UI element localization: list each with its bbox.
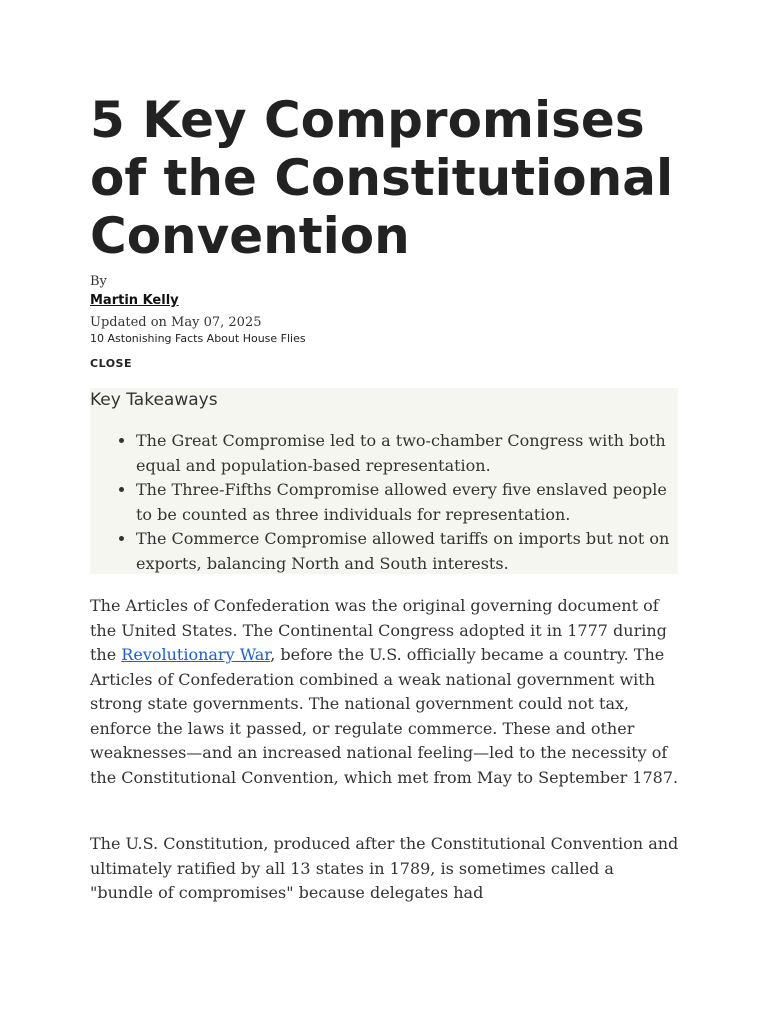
paragraph-text: The Articles of Confederation was the original governing document of the United States. The Continental Congress adopted it in 1777 during the (90, 596, 667, 664)
body-paragraph (90, 594, 680, 790)
related-article-title: 10 Astonishing Facts About House Flies (90, 332, 306, 345)
revolutionary-war-link[interactable]: Revolutionary War (121, 645, 271, 664)
key-takeaways-box (90, 388, 678, 574)
list-item: • The Commerce Compromise allowed tariffs on imports but not on exports, balancing North and South interests. (136, 527, 678, 576)
list-item: • The Three-Fifths Compromise allowed every five enslaved people to be counted as three individuals for representation. (136, 478, 678, 527)
key-takeaways-heading: Key Takeaways (90, 390, 218, 410)
article-title: 5 Key Compromises of the Constitutional Convention (90, 91, 674, 265)
paragraph-text: , before the U.S. officially became a country. The Articles of Confederation combined a weak national government with strong state governments. The national government could not tax, enforce the laws it passed, or regulate commerce. These and other weaknesses—and an increased national feeling—led to the necessity of the Constitutional Convention, which met from May to September 1787. (90, 645, 679, 787)
author-link[interactable]: Martin Kelly (90, 293, 179, 308)
close-button[interactable]: CLOSE (90, 357, 132, 370)
byline-prefix: By (90, 274, 107, 289)
list-item: • The Great Compromise led to a two-chamber Congress with both equal and population-based representation. (136, 429, 678, 478)
updated-date: Updated on May 07, 2025 (90, 315, 262, 330)
body-paragraph: The U.S. Constitution, produced after the Constitutional Convention and ultimately ratified by all 13 states in 1789, is sometimes called a "bundle of compromises" because delegates had (90, 834, 679, 902)
key-takeaways-list (90, 429, 678, 576)
